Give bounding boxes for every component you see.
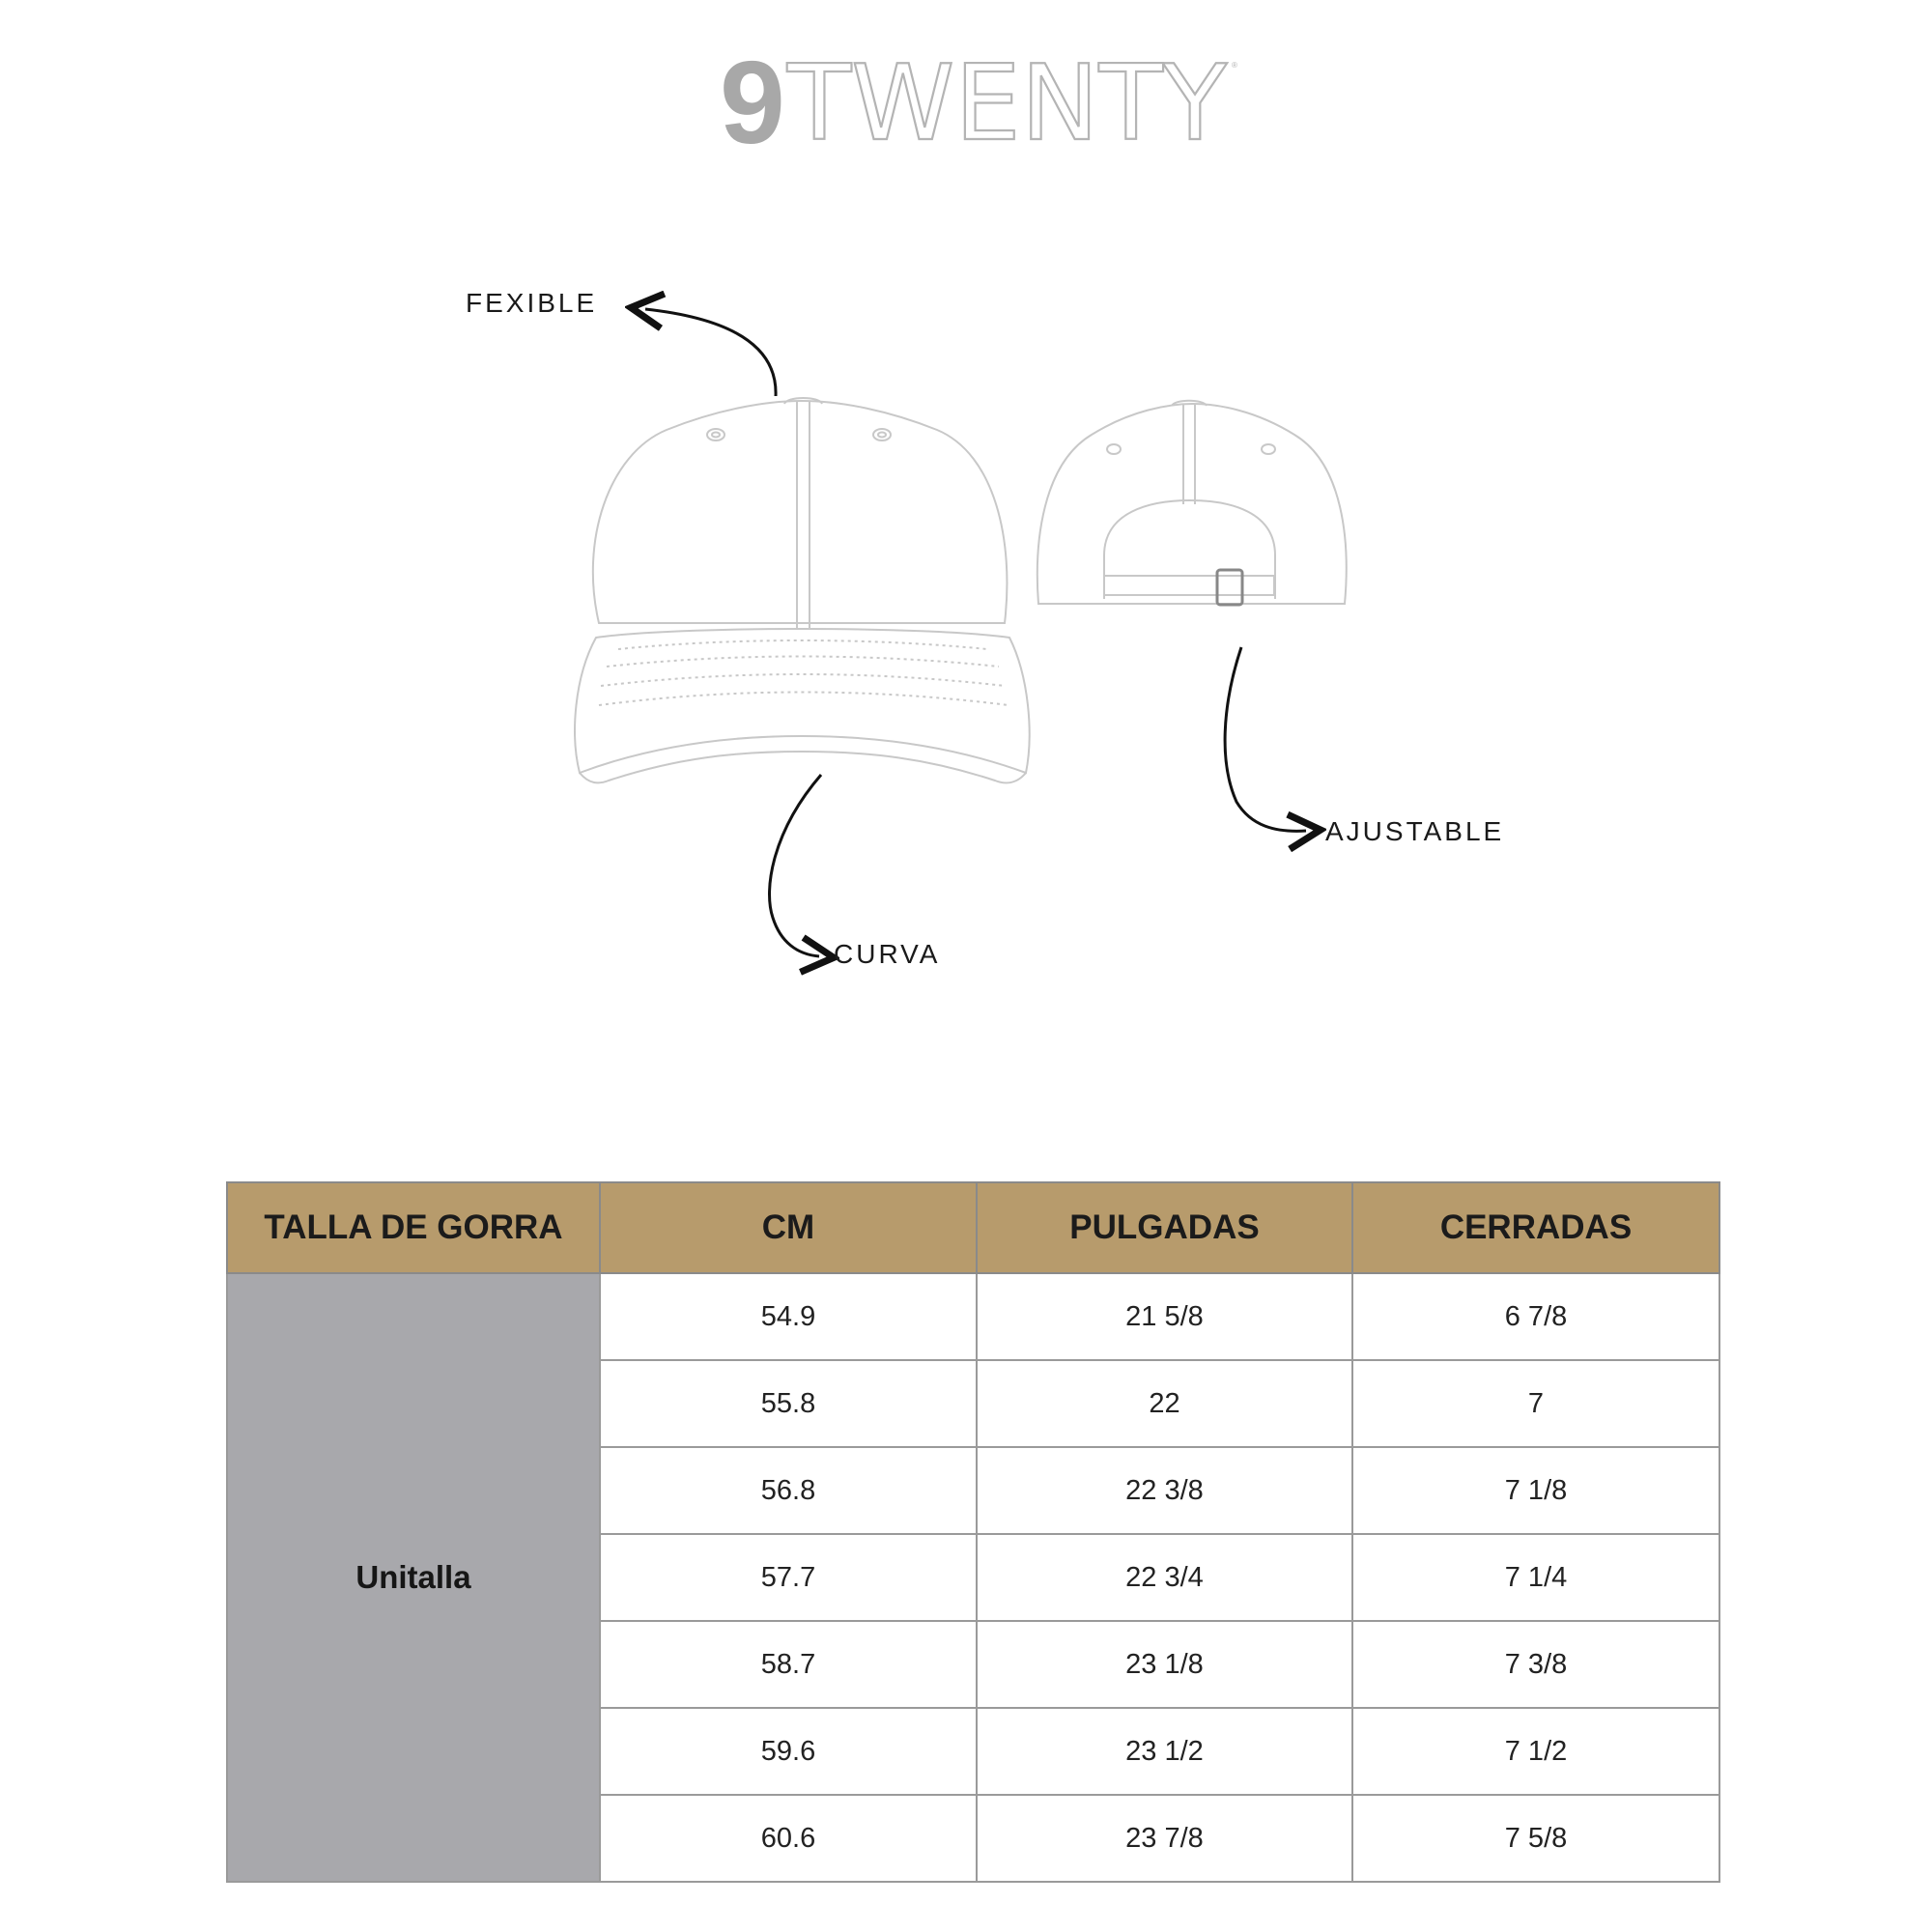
cell-fitted: 7 1/2 — [1352, 1708, 1719, 1795]
cell-fitted: 7 1/8 — [1352, 1447, 1719, 1534]
cell-inches: 21 5/8 — [977, 1273, 1352, 1360]
cell-cm: 60.6 — [600, 1795, 977, 1882]
size-label-cell: Unitalla — [227, 1273, 600, 1882]
table-row — [227, 1273, 1719, 1360]
cell-inches: 22 3/4 — [977, 1534, 1352, 1621]
cell-cm: 54.9 — [600, 1273, 977, 1360]
crown-arrow — [645, 309, 776, 396]
callout-strap: AJUSTABLE — [1325, 816, 1505, 846]
brand-logo-graphic — [710, 46, 1251, 153]
cell-fitted: 7 5/8 — [1352, 1795, 1719, 1882]
size-chart-table — [226, 1181, 1720, 1883]
visor-arrow — [770, 775, 821, 956]
cell-inches: 22 — [977, 1360, 1352, 1447]
cell-cm: 57.7 — [600, 1534, 977, 1621]
logo-word: TWENTY — [785, 46, 1229, 153]
header-inches: PULGADAS — [977, 1182, 1352, 1273]
header-fitted: CERRADAS — [1352, 1182, 1719, 1273]
callout-visor: CURVA — [834, 939, 941, 969]
cap-illustrations — [0, 242, 1932, 995]
cell-inches: 23 1/2 — [977, 1708, 1352, 1795]
cell-inches: 22 3/8 — [977, 1447, 1352, 1534]
cell-cm: 55.8 — [600, 1360, 977, 1447]
brand-logo — [710, 46, 1251, 153]
header-size: TALLA DE GORRA — [227, 1182, 600, 1273]
svg-text:®: ® — [1232, 61, 1237, 70]
strap-arrow — [1225, 647, 1306, 831]
cell-fitted: 7 3/8 — [1352, 1621, 1719, 1708]
table-header-row — [227, 1182, 1719, 1273]
logo-number: 9 — [720, 46, 785, 153]
cell-cm: 56.8 — [600, 1447, 977, 1534]
cell-fitted: 7 1/4 — [1352, 1534, 1719, 1621]
cell-fitted: 7 — [1352, 1360, 1719, 1447]
header-cm: CM — [600, 1182, 977, 1273]
cell-cm: 58.7 — [600, 1621, 977, 1708]
callout-crown: FEXIBLE — [466, 288, 598, 318]
cell-inches: 23 7/8 — [977, 1795, 1352, 1882]
cell-cm: 59.6 — [600, 1708, 977, 1795]
front-cap-icon — [575, 398, 1030, 782]
cell-inches: 23 1/8 — [977, 1621, 1352, 1708]
back-cap-icon — [1037, 401, 1347, 605]
cap-diagram — [0, 242, 1932, 995]
cell-fitted: 6 7/8 — [1352, 1273, 1719, 1360]
